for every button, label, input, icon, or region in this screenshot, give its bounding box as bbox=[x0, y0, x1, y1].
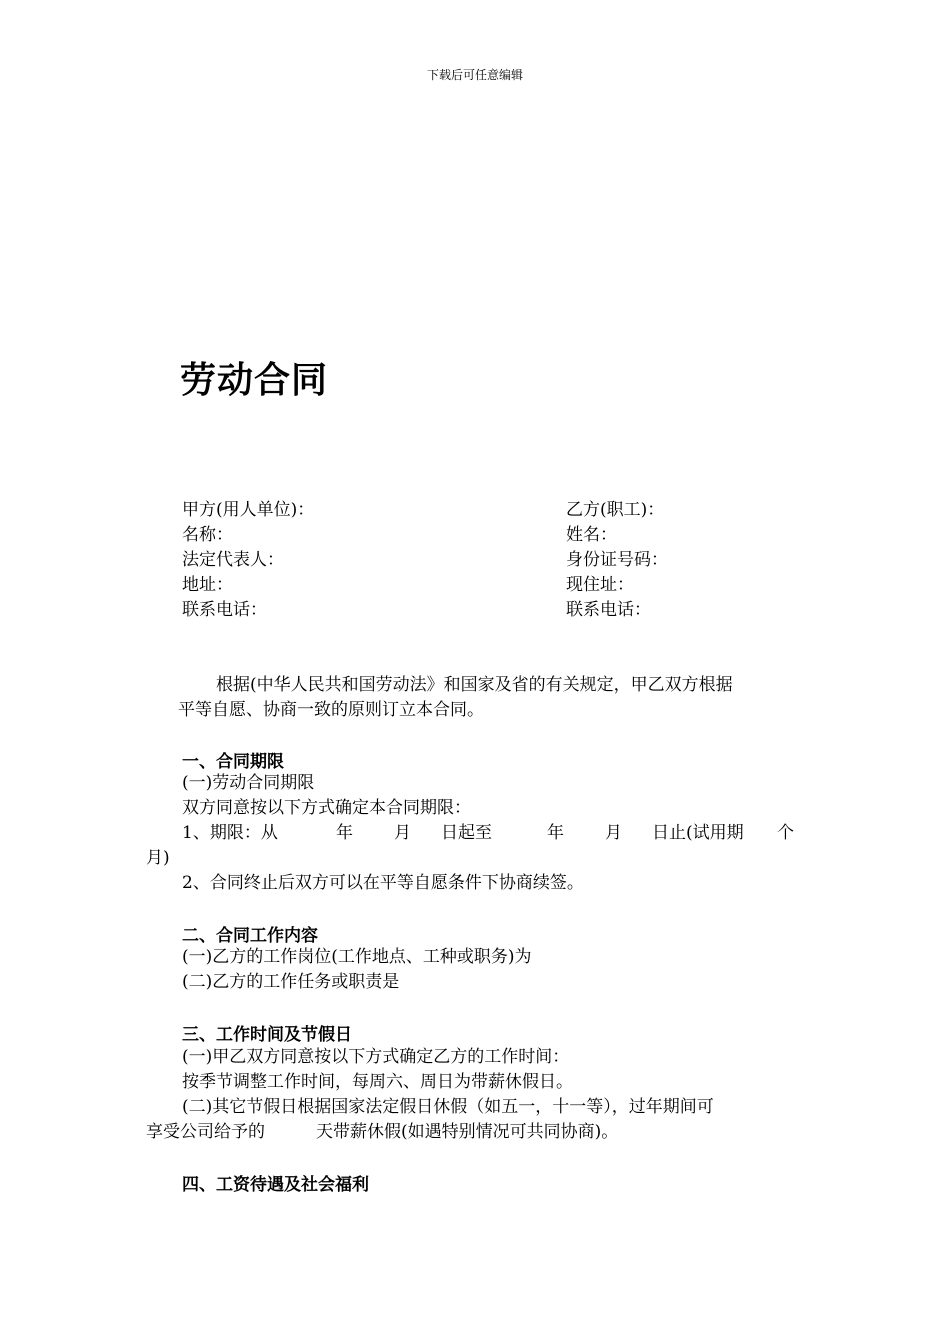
section-1-term-month-2: 月 bbox=[605, 823, 622, 843]
section-2-heading: 二、合同工作内容 bbox=[182, 926, 318, 946]
section-3-line-4a: 享受公司给予的 bbox=[146, 1122, 265, 1142]
party-b-address-label: 现住址： bbox=[566, 575, 634, 595]
header-note: 下载后可任意编辑 bbox=[426, 68, 523, 82]
intro-line-1: 根据(中华人民共和国劳动法》和国家及省的有关规定，甲乙双方根据 bbox=[216, 675, 733, 695]
party-b-id-label: 身份证号码： bbox=[566, 550, 668, 570]
document-title: 劳动合同 bbox=[180, 360, 329, 401]
party-a-name-label: 名称： bbox=[182, 525, 233, 545]
section-3-line-1: (一)甲乙双方同意按以下方式确定乙方的工作时间： bbox=[182, 1047, 570, 1067]
section-1-line-2: 2、合同终止后双方可以在平等自愿条件下协商续签。 bbox=[182, 873, 584, 893]
party-a-phone-label: 联系电话： bbox=[182, 600, 267, 620]
section-3-line-3: (二)其它节假日根据国家法定假日休假（如五一，十一等），过年期间可 bbox=[182, 1097, 714, 1117]
party-a-legal-rep-label: 法定代表人： bbox=[182, 550, 284, 570]
party-b-name-label: 姓名： bbox=[566, 525, 617, 545]
section-1-heading: 一、合同期限 bbox=[182, 752, 284, 772]
section-1-term-day-from: 日起至 bbox=[441, 823, 492, 843]
party-a-block bbox=[182, 498, 314, 623]
section-3-line-2: 按季节调整工作时间，每周六、周日为带薪休假日。 bbox=[182, 1072, 573, 1092]
section-2-line-2: (二)乙方的工作任务或职责是 bbox=[182, 972, 400, 992]
section-1-term-month-1: 月 bbox=[394, 823, 411, 843]
section-1-term-wrap: 月) bbox=[146, 848, 170, 868]
section-1-sub-1: (一)劳动合同期限 bbox=[182, 773, 315, 793]
party-a-heading: 甲方(用人单位)： bbox=[182, 500, 315, 520]
party-b-block bbox=[566, 498, 668, 623]
section-1-term-day-to: 日止(试用期 bbox=[652, 823, 744, 843]
section-1-term-prefix: 1、期限：从 bbox=[182, 823, 278, 843]
party-a-address-label: 地址： bbox=[182, 575, 233, 595]
section-2-line-1: (一)乙方的工作岗位(工作地点、工种或职务)为 bbox=[182, 947, 532, 967]
section-1-line-1: 双方同意按以下方式确定本合同期限： bbox=[182, 798, 471, 818]
party-b-heading: 乙方(职工)： bbox=[566, 500, 665, 520]
section-1-term-year-2: 年 bbox=[547, 823, 564, 843]
section-1-term-year-1: 年 bbox=[336, 823, 353, 843]
party-b-phone-label: 联系电话： bbox=[566, 600, 651, 620]
section-1-term-months: 个 bbox=[777, 823, 794, 843]
section-4-heading: 四、工资待遇及社会福利 bbox=[182, 1175, 369, 1195]
section-3-line-4b: 天带薪休假(如遇特别情况可共同协商)。 bbox=[316, 1122, 619, 1142]
section-3-heading: 三、工作时间及节假日 bbox=[182, 1025, 352, 1045]
intro-line-2: 平等自愿、协商一致的原则订立本合同。 bbox=[178, 700, 484, 720]
